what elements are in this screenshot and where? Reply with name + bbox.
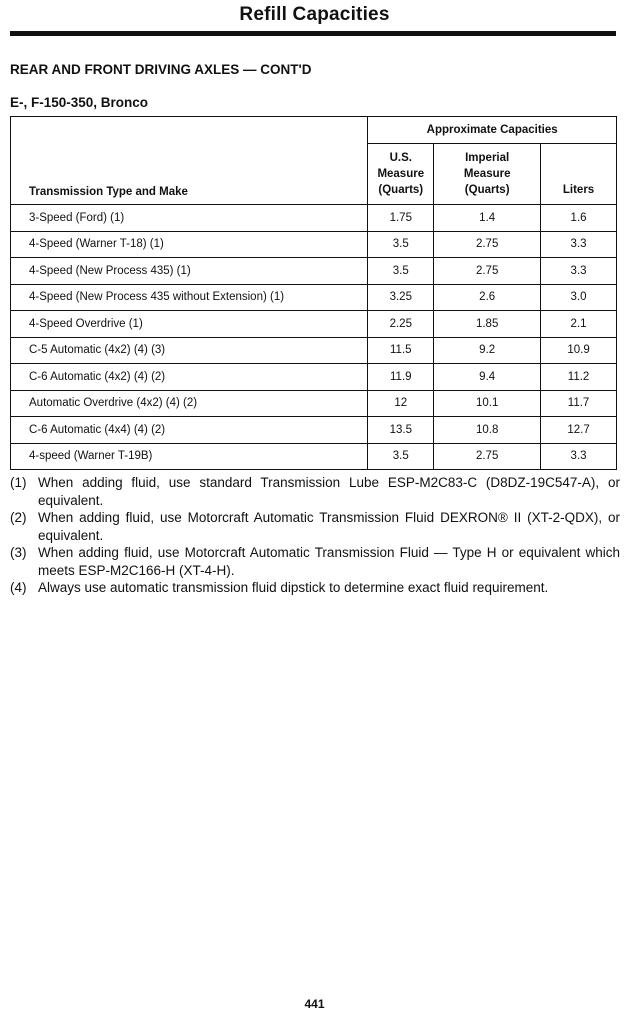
footnote [10,509,620,544]
cell-liters: 3.3 [541,443,617,470]
table-row [11,417,617,444]
cell-liters: 11.7 [541,390,617,417]
cell-type: 3-Speed (Ford) (1) [11,205,368,232]
table-row [11,205,617,232]
cell-imperial: 2.75 [434,443,541,470]
cell-liters: 10.9 [541,337,617,364]
col-header-imperial [434,144,541,205]
cell-imperial: 1.4 [434,205,541,232]
footnote [10,474,620,509]
cell-liters: 1.6 [541,205,617,232]
footnote-text: Always use automatic transmission fluid dipstick to determine exact fluid requirement. [38,580,549,595]
footnote [10,544,620,579]
cell-us: 11.9 [368,364,434,391]
table-row [11,390,617,417]
col-header-imp-line1: Imperial [465,152,510,164]
cell-us: 3.5 [368,443,434,470]
cell-liters: 2.1 [541,311,617,338]
cell-us: 3.25 [368,284,434,311]
col-header-imp-line2: Measure [463,168,511,180]
footnote-number: (2) [10,510,27,525]
table-row [11,311,617,338]
cell-liters: 3.3 [541,231,617,258]
cell-type: C-6 Automatic (4x2) (4) (2) [11,364,368,391]
footnote-text: When adding fluid, use Motorcraft Automatic Transmission Fluid — Type H or equivalent which meets ESP-M2C166-H (XT-4-H). [38,545,620,578]
cell-us: 13.5 [368,417,434,444]
footnote [10,579,620,597]
cell-type: C-5 Automatic (4x2) (4) (3) [11,337,368,364]
cell-imperial: 2.75 [434,258,541,285]
cell-imperial: 10.8 [434,417,541,444]
cell-us: 3.5 [368,258,434,285]
cell-type: 4-Speed (Warner T-18) (1) [11,231,368,258]
cell-type: C-6 Automatic (4x4) (4) (2) [11,417,368,444]
cell-liters: 12.7 [541,417,617,444]
cell-imperial: 9.4 [434,364,541,391]
cell-us: 12 [368,390,434,417]
cell-liters: 3.3 [541,258,617,285]
table-row [11,443,617,470]
cell-imperial: 10.1 [434,390,541,417]
capacities-table [10,116,617,470]
sub-heading: E-, F-150-350, Bronco [10,95,149,110]
cell-type: 4-speed (Warner T-19B) [11,443,368,470]
cell-us: 1.75 [368,205,434,232]
cell-imperial: 2.6 [434,284,541,311]
cell-imperial: 1.85 [434,311,541,338]
col-header-type: Transmission Type and Make [11,117,368,205]
table-row [11,258,617,285]
footnote-number: (1) [10,475,27,490]
table-body [11,205,617,470]
col-header-imp-line3: (Quarts) [464,184,510,196]
col-group-header: Approximate Capacities [368,117,617,144]
cell-type: 4-Speed Overdrive (1) [11,311,368,338]
title-rule [10,31,616,36]
cell-liters: 3.0 [541,284,617,311]
cell-liters: 11.2 [541,364,617,391]
page-title: Refill Capacities [239,4,390,25]
col-header-liters: Liters [541,144,617,205]
col-header-us-line3: (Quarts) [378,184,424,196]
footnote-text: When adding fluid, use Motorcraft Automatic Transmission Fluid DEXRON® II (XT-2-QDX), or equivalent. [38,510,620,543]
cell-type: Automatic Overdrive (4x2) (4) (2) [11,390,368,417]
table-row [11,364,617,391]
section-heading: REAR AND FRONT DRIVING AXLES — CONT'D [10,62,312,77]
footnote-number: (3) [10,545,27,560]
cell-type: 4-Speed (New Process 435 without Extension) (1) [11,284,368,311]
col-header-us-line1: U.S. [389,152,412,164]
cell-imperial: 2.75 [434,231,541,258]
cell-us: 2.25 [368,311,434,338]
table-row [11,284,617,311]
cell-imperial: 9.2 [434,337,541,364]
footnote-number: (4) [10,580,27,595]
col-header-us-line2: Measure [377,168,425,180]
footnotes [10,474,620,597]
page-number: 441 [304,997,325,1011]
cell-us: 11.5 [368,337,434,364]
table-row [11,231,617,258]
cell-type: 4-Speed (New Process 435) (1) [11,258,368,285]
table-row [11,337,617,364]
footnote-text: When adding fluid, use standard Transmission Lube ESP-M2C83-C (D8DZ-19C547-A), or equivalent. [38,475,620,508]
col-header-us [368,144,434,205]
cell-us: 3.5 [368,231,434,258]
